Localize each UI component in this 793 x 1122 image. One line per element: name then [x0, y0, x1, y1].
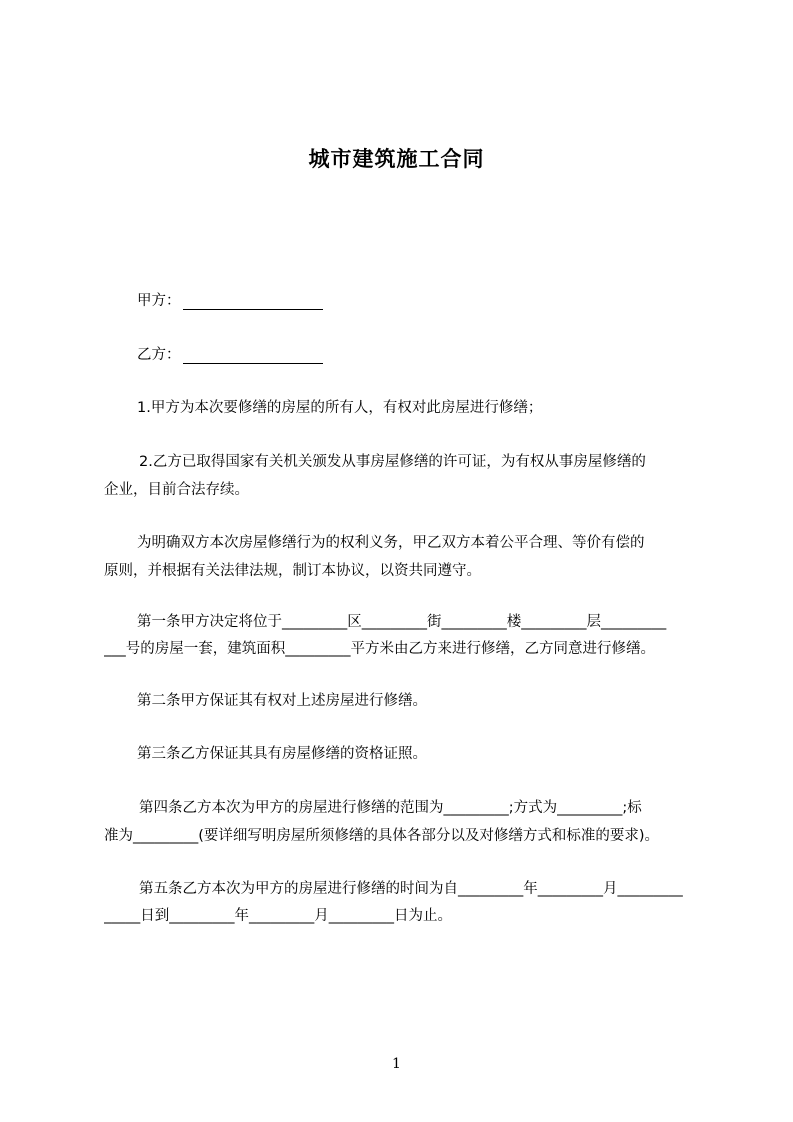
page-number: 1	[392, 1056, 401, 1072]
article-4-line-2: 准为_________(要详细写明房屋所须修缮的具体各部分以及对修缮方式和标准的要求)。	[104, 828, 660, 844]
party-a-blank	[183, 295, 323, 310]
party-a-line	[137, 292, 437, 310]
article-4-line-1: 第四条乙方本次为甲方的房屋进行修缮的范围为_________;方式为_________;标	[139, 800, 642, 816]
article-5-line-2: _____日到_________年_________月_________日为止。	[104, 908, 452, 924]
article-2: 第二条甲方保证其有权对上述房屋进行修缮。	[137, 693, 427, 709]
party-b-label: 乙方：	[137, 347, 181, 363]
clause-1: 1.甲方为本次要修缮的房屋的所有人，有权对此房屋进行修缮；	[137, 400, 543, 416]
article-5-line-1: 第五条乙方本次为甲方的房屋进行修缮的时间为自_________年_________月_________	[139, 881, 683, 897]
party-a-label: 甲方：	[137, 293, 181, 309]
clause-2-line-1: 2.乙方已取得国家有关机关颁发从事房屋修缮的许可证，为有权从事房屋修缮的	[139, 454, 646, 470]
preamble-line-2: 原则，并根据有关法律法规，制订本协议，以资共同遵守。	[104, 563, 481, 579]
article-1-line-1: 第一条甲方决定将位于_________区_________街_________楼_________层_________	[137, 614, 667, 630]
article-1-line-2: ___号的房屋一套，建筑面积_________平方米由乙方来进行修缮，乙方同意进行修缮。	[104, 641, 655, 657]
party-b-blank	[183, 349, 323, 364]
preamble-line-1: 为明确双方本次房屋修缮行为的权利义务，甲乙双方本着公平合理、等价有偿的	[137, 535, 645, 551]
clause-2-line-2: 企业，目前合法存续。	[104, 482, 249, 498]
article-3: 第三条乙方保证其具有房屋修缮的资格证照。	[137, 746, 427, 762]
party-b-line	[137, 346, 437, 364]
document-title: 城市建筑施工合同	[308, 147, 485, 171]
